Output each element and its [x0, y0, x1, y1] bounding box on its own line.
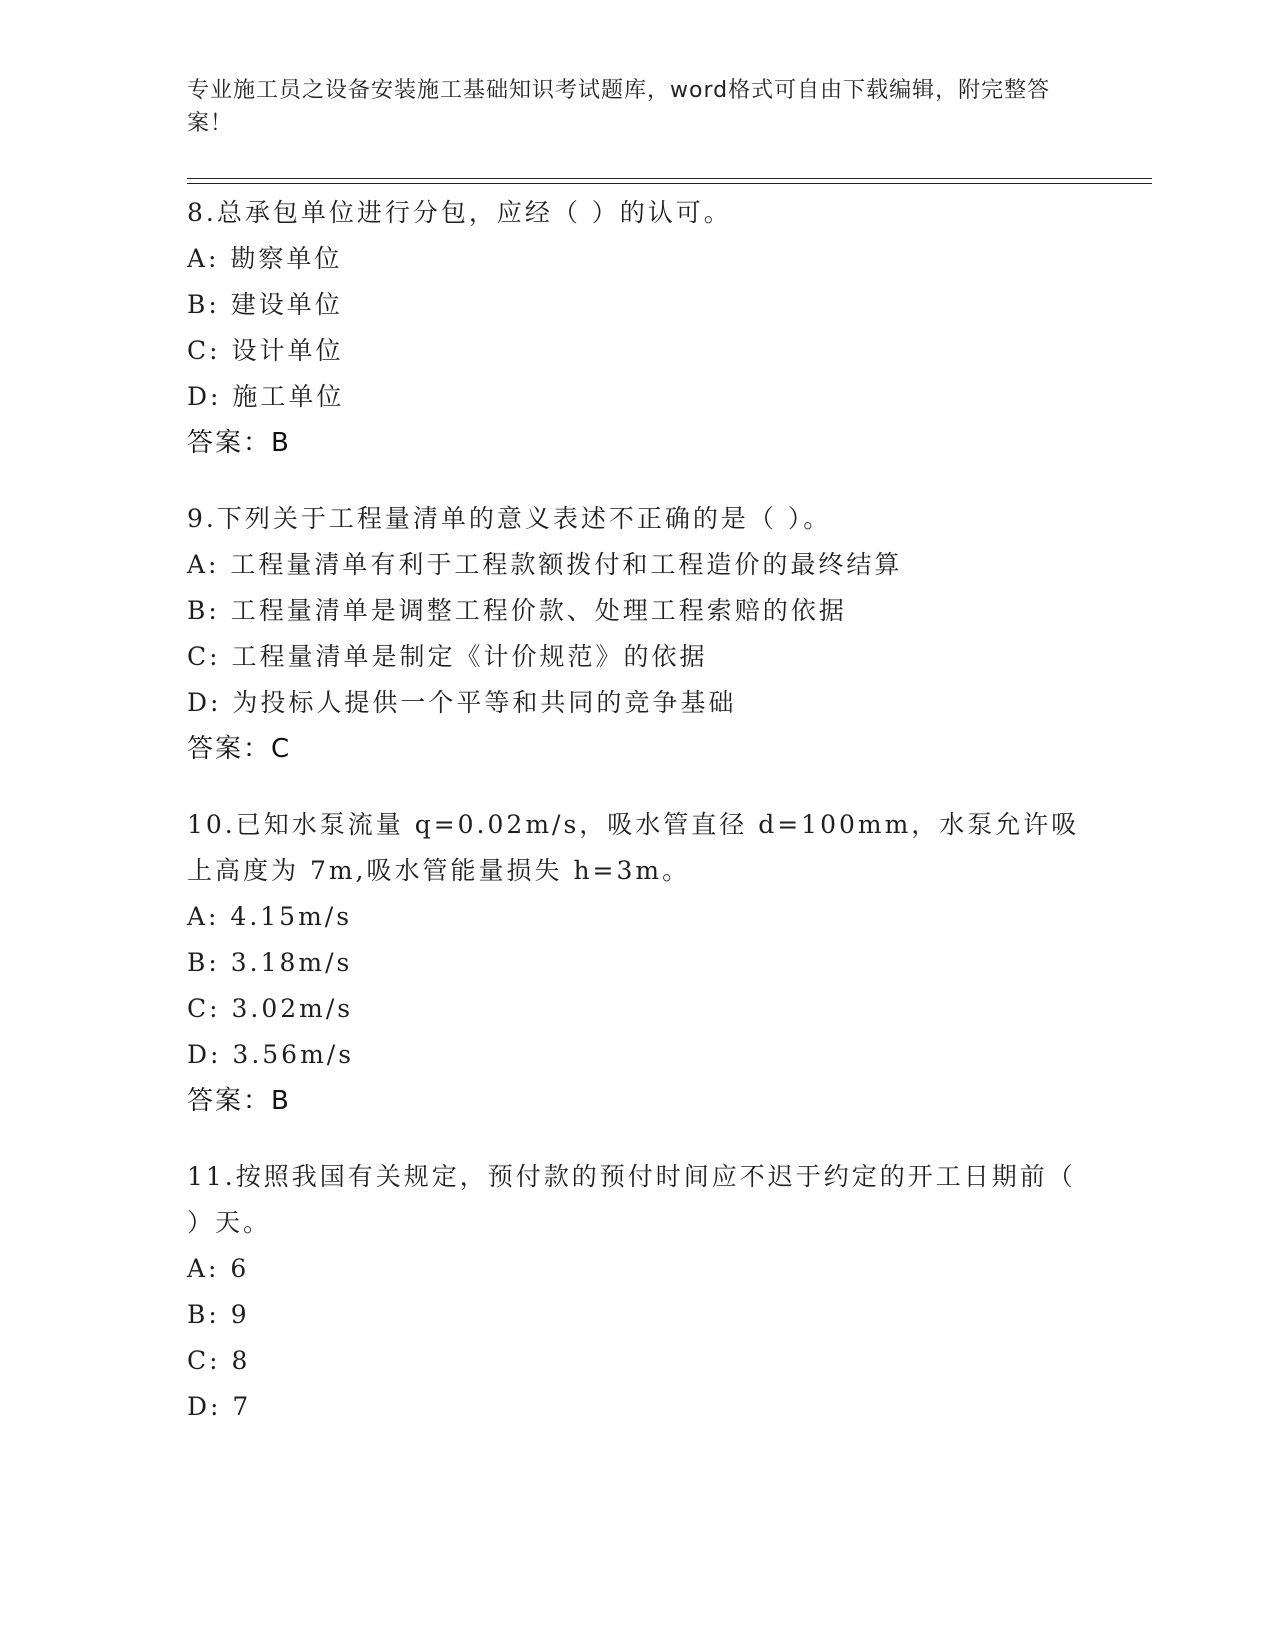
- question-stem: 11.按照我国有关规定，预付款的预付时间应不迟于约定的开工日期前（ ）天。: [187, 1162, 1076, 1237]
- header-divider-bottom: [187, 183, 1152, 184]
- option-a: A: 工程量清单有利于工程款额拨付和工程造价的最终结算: [187, 550, 903, 579]
- option-d: D: 为投标人提供一个平等和共同的竞争基础: [187, 688, 737, 717]
- option-b: B: 3.18m/s: [187, 948, 353, 977]
- option-c: C: 工程量清单是制定《计价规范》的依据: [187, 642, 708, 671]
- option-d: D: 7: [187, 1392, 252, 1421]
- question-8: [187, 190, 1087, 466]
- option-c: C: 8: [187, 1346, 251, 1375]
- question-stem: 9.下列关于工程量清单的意义表述不正确的是（ ）。: [187, 504, 832, 533]
- option-d: D: 施工单位: [187, 382, 345, 411]
- answer: 答案：B: [187, 1086, 291, 1116]
- question-11: [187, 1154, 1087, 1430]
- option-a: A: 4.15m/s: [187, 902, 353, 931]
- question-9: [187, 496, 1087, 772]
- document-header: 专业施工员之设备安装施工基础知识考试题库，word格式可自由下载编辑，附完整答案！: [187, 78, 1051, 136]
- option-a: A: 6: [187, 1254, 250, 1283]
- option-a: A: 勘察单位: [187, 244, 343, 273]
- question-10: [187, 802, 1087, 1124]
- answer: 答案：C: [187, 734, 292, 764]
- question-stem: 10.已知水泵流量 q=0.02m/s，吸水管直径 d=100mm，水泵允许吸上高度为 7m,吸水管能量损失 h=3m。: [187, 810, 1080, 885]
- answer: 答案：B: [187, 428, 291, 458]
- option-c: C: 设计单位: [187, 336, 344, 365]
- option-b: B: 9: [187, 1300, 250, 1329]
- option-d: D: 3.56m/s: [187, 1040, 355, 1069]
- option-b: B: 建设单位: [187, 290, 343, 319]
- question-stem: 8.总承包单位进行分包，应经（ ）的认可。: [187, 198, 732, 227]
- question-list: [187, 190, 1087, 1460]
- option-c: C: 3.02m/s: [187, 994, 354, 1023]
- option-b: B: 工程量清单是调整工程价款、处理工程索赔的依据: [187, 596, 847, 625]
- header-divider-top: [187, 178, 1152, 179]
